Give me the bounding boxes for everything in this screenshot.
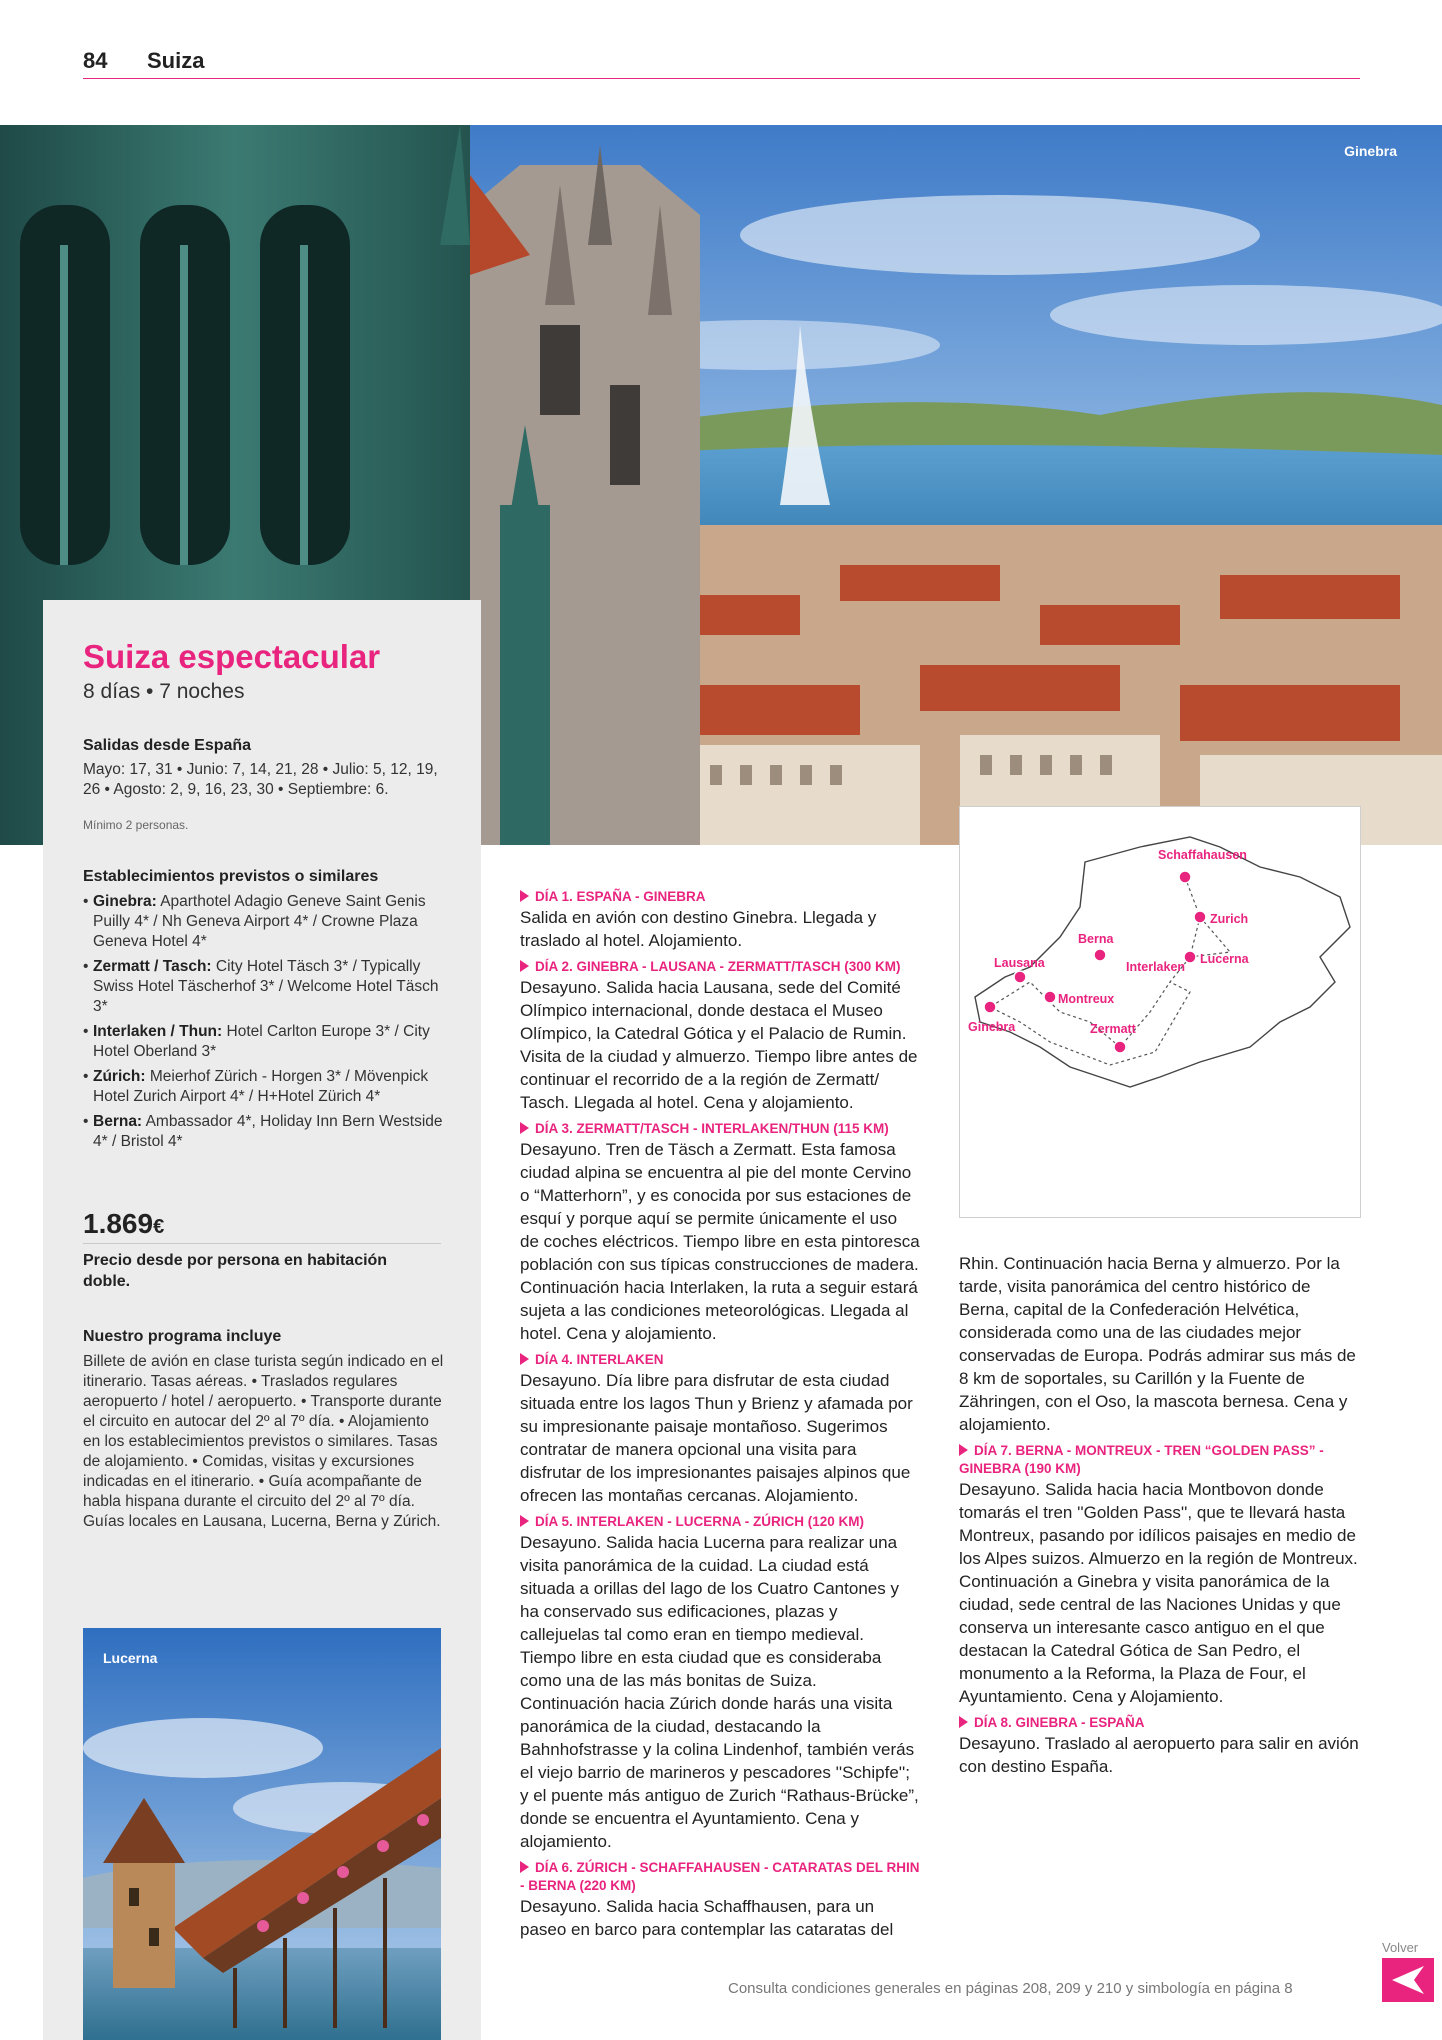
hotel-item — [83, 1022, 453, 1062]
map-label-montreux: Montreux — [1058, 992, 1115, 1006]
map-label-berna: Berna — [1078, 932, 1114, 946]
hotel-city: Zúrich: — [93, 1068, 146, 1085]
map-city-labels — [968, 848, 1250, 1036]
hotel-names: Aparthotel Adagio Geneve Saint Genis Puilly 4* / Nh Geneva Airport 4* / Crowne Plaza Geneva Hotel 4* — [93, 893, 426, 950]
map-label-schaffahausen: Schaffahausen — [1158, 848, 1247, 862]
price — [83, 1208, 164, 1240]
itinerary-column-2 — [959, 1252, 1359, 1782]
lucerna-photo — [83, 1628, 441, 2040]
day-3-title-text: DÍA 3. ZERMATT/TASCH - INTERLAKEN/THUN (115 KM) — [535, 1121, 889, 1136]
hotel-names: Meierhof Zürich - Horgen 3* / Mövenpick Hotel Zurich Airport 4* / H+Hotel Zürich 4* — [93, 1068, 429, 1105]
route-line — [990, 877, 1230, 1065]
hotel-names: Hotel Carlton Europe 3* / City Hotel Oberland 3* — [93, 1023, 430, 1060]
map-label-zurich: Zurich — [1210, 912, 1249, 926]
arrow-icon — [520, 1122, 529, 1134]
day-2-text: Desayuno. Salida hacia Lausana, sede del Comité Olímpico internacional, donde destaca el Museo Olímpico, la Catedral Gótica y el Palacio de Rumin. Visita de la ciudad y almuerzo. Tiempo libre antes de continuar el recorrido de a la región de Zermatt/ Tasch. Llegada al hotel. Cena y alojamiento. — [520, 978, 918, 1112]
day-3-title — [520, 1120, 920, 1138]
map-dot-schaffahausen — [1179, 871, 1191, 883]
day-7-title-text: DÍA 7. BERNA - MONTREUX - TREN “GOLDEN PASS” - GINEBRA (190 KM) — [959, 1443, 1324, 1476]
tour-info-panel — [43, 600, 481, 2040]
map-dot-montreux — [1044, 991, 1056, 1003]
tour-title: Suiza espectacular — [83, 638, 381, 675]
day-5-title-text: DÍA 5. INTERLAKEN - LUCERNA - ZÚRICH (120 KM) — [535, 1514, 865, 1529]
map-dot-zermatt — [1114, 1041, 1126, 1053]
page-number: 84 — [83, 48, 108, 73]
route-map — [959, 806, 1361, 1218]
day-7-title — [959, 1442, 1359, 1478]
arrow-icon — [520, 960, 529, 972]
map-dot-lucerna — [1184, 951, 1196, 963]
hotel-names: City Hotel Täsch 3* / Typically Swiss Hotel Täscherhof 3* / Welcome Hotel Täsch 3* — [93, 958, 439, 1015]
day-6-text-continued: Rhin. Continuación hacia Berna y almuerzo. Por la tarde, visita panorámica del centro histórico de Berna, capital de la Confederación Helvética, considerada como una de las ciudades mejor conservadas de Europa. Podrás admirar sus más de 8 km de soportales, su Carillón y la Fuente de Zähringen, con el Oso, la mascota bernesa. Cena y alojamiento. — [959, 1254, 1356, 1434]
day-5-text: Desayuno. Salida hacia Lucerna para realizar una visita panorámica de la cuidad. La ciudad está situada a orillas del lago de los Cuatro Cantones y ha conservado sus edificaciones, plazas y callejuelas tal como eran en tiempo medieval. Tiempo libre en esta ciudad que es consideraba como una de las más bonitas de Suiza. Continuación hacia Zúrich donde harás una visita panorámica de la ciudad, destacando la Bahnhofstrasse y la colina Lindenhof, también verás el viejo barrio de marineros y pescadores ''Schipfe''; y el puente más antiguo de Zurich “Rathaus-Brücke”, donde se encuentra el Ayuntamiento. Cena y alojamiento. — [520, 1533, 919, 1851]
map-label-lucerna: Lucerna — [1200, 952, 1249, 966]
hotels-list — [83, 892, 453, 1157]
includes-text: Billete de avión en clase turista según indicado en el itinerario. Tasas aéreas. • Traslados regulares aeropuerto / hotel / aeropuerto. • Transporte durante el circuito en autocar del 2º al 7º día. • Alojamiento en los establecimientos previstos o similares. Tasas de alojamiento. • Comidas, visitas y excursiones indicadas en el itinerario. • Guía acompañante de habla hispana durante el circuito del 2º al 7º día. Guías locales en Lausana, Lucerna, Berna y Zúrich. — [83, 1353, 444, 1530]
day-2-title-text: DÍA 2. GINEBRA - LAUSANA - ZERMATT/TASCH (300 KM) — [535, 959, 901, 974]
day-6-title-text: DÍA 6. ZÚRICH - SCHAFFAHAUSEN - CATARATAS DEL RHIN - BERNA (220 KM) — [520, 1860, 920, 1893]
price-divider — [83, 1243, 441, 1244]
includes-heading: Nuestro programa incluye — [83, 1328, 282, 1345]
day-4-title-text: DÍA 4. INTERLAKEN — [535, 1352, 664, 1367]
day-1-title-text: DÍA 1. ESPAÑA - GINEBRA — [535, 889, 706, 904]
hotels-heading: Establecimientos previstos o similares — [83, 868, 379, 885]
day-2-title — [520, 958, 920, 976]
day-1-title — [520, 888, 920, 906]
lucerna-caption: Lucerna — [103, 1650, 158, 1666]
back-button[interactable] — [1382, 1958, 1434, 2002]
hotel-item — [83, 1067, 453, 1107]
price-currency: € — [153, 1216, 165, 1238]
arrow-icon — [520, 1353, 529, 1365]
back-label: Volver — [1382, 1940, 1419, 1955]
map-dot-lausana — [1014, 971, 1026, 983]
map-label-ginebra: Ginebra — [968, 1020, 1016, 1034]
switzerland-map — [960, 807, 1360, 1217]
day-6-text: Desayuno. Salida hacia Schaffhausen, para un paseo en barco para contemplar las cataratas del — [520, 1897, 894, 1939]
departures-dates: Mayo: 17, 31 • Junio: 7, 14, 21, 28 • Julio: 5, 12, 19, 26 • Agosto: 2, 9, 16, 23, 30 • Septiembre: 6. — [83, 761, 438, 798]
arrow-icon — [520, 1861, 529, 1873]
map-dot-berna — [1094, 949, 1106, 961]
tour-duration: 8 días • 7 noches — [83, 680, 245, 703]
hotel-city: Ginebra: — [93, 893, 157, 910]
hotel-city: Zermatt / Tasch: — [93, 958, 212, 975]
day-8-title-text: DÍA 8. GINEBRA - ESPAÑA — [974, 1715, 1145, 1730]
hotel-names: Ambassador 4*, Holiday Inn Bern Westside 4* / Bristol 4* — [93, 1113, 443, 1150]
back-arrow-icon — [1382, 1958, 1434, 2002]
day-8-title — [959, 1714, 1359, 1732]
section-title: Suiza — [147, 48, 205, 73]
map-label-interlaken: Interlaken — [1126, 960, 1186, 974]
arrow-icon — [520, 890, 529, 902]
day-7-text: Desayuno. Salida hacia hacia Montbovon donde tomarás el tren ''Golden Pass'', que te llevará hasta Montreux, pasando por idílicos paisajes en medio de los Alpes suizos. Almuerzo en la región de Montreux. Continuación a Ginebra y visita panorámica de la ciudad, sede central de las Naciones Unidas y que conserva un interesante casco antiguo en el que destacan la Catedral Gótica de San Pedro, el monumento a la Reforma, la Plaza de Four, el Ayuntamiento. Cena y Alojamiento. — [959, 1480, 1358, 1706]
map-dot-ginebra — [984, 1001, 996, 1013]
day-1-text: Salida en avión con destino Ginebra. Llegada y traslado al hotel. Alojamiento. — [520, 908, 877, 950]
day-3-text: Desayuno. Tren de Täsch a Zermatt. Esta famosa ciudad alpina se encuentra al pie del monte Cervino o “Matterhorn”, y es conocida por sus estaciones de esquí y porque aquí se permite únicamente el uso de coches eléctricos. Tiempo libre en esta pintoresca población con sus típicas construcciones de madera. Continuación hacia Interlaken, la ruta a seguir estará sujeta a las condiciones meteorológicas. Llegada al hotel. Cena y alojamiento. — [520, 1140, 920, 1343]
footer-note: Consulta condiciones generales en páginas 208, 209 y 210 y simbología en página 8 — [728, 1980, 1293, 1997]
price-amount: 1.869 — [83, 1208, 154, 1239]
lucerna-illustration — [83, 1628, 441, 2040]
itinerary-column-1 — [520, 882, 920, 1945]
hotel-item — [83, 892, 453, 952]
price-note: Precio desde por persona en habitación doble. — [83, 1252, 388, 1290]
page-header — [83, 46, 1360, 79]
minimum-persons-note: Mínimo 2 personas. — [83, 818, 189, 832]
hotel-item — [83, 957, 453, 1017]
hotel-item — [83, 1112, 453, 1152]
map-dot-zurich — [1194, 911, 1206, 923]
hotel-city: Berna: — [93, 1113, 143, 1130]
hero-caption: Ginebra — [1344, 143, 1397, 159]
map-label-lausana: Lausana — [994, 956, 1045, 970]
arrow-icon — [520, 1515, 529, 1527]
day-5-title — [520, 1513, 920, 1531]
day-4-text: Desayuno. Día libre para disfrutar de esta ciudad situada entre los lagos Thun y Brienz y afamada por su impresionante paisaje montañoso. Sugerimos contratar de manera opcional una visita para disfrutar de los impresionantes paisajes alpinos que ofrecen las montañas cercanas. Alojamiento. — [520, 1371, 913, 1505]
departures-heading: Salidas desde España — [83, 737, 252, 754]
map-label-zermatt: Zermatt — [1090, 1022, 1136, 1036]
arrow-icon — [959, 1716, 968, 1728]
day-8-text: Desayuno. Traslado al aeropuerto para salir en avión con destino España. — [959, 1734, 1359, 1776]
arrow-icon — [959, 1444, 968, 1456]
hotel-city: Interlaken / Thun: — [93, 1023, 223, 1040]
day-4-title — [520, 1351, 920, 1369]
day-6-title — [520, 1859, 920, 1895]
